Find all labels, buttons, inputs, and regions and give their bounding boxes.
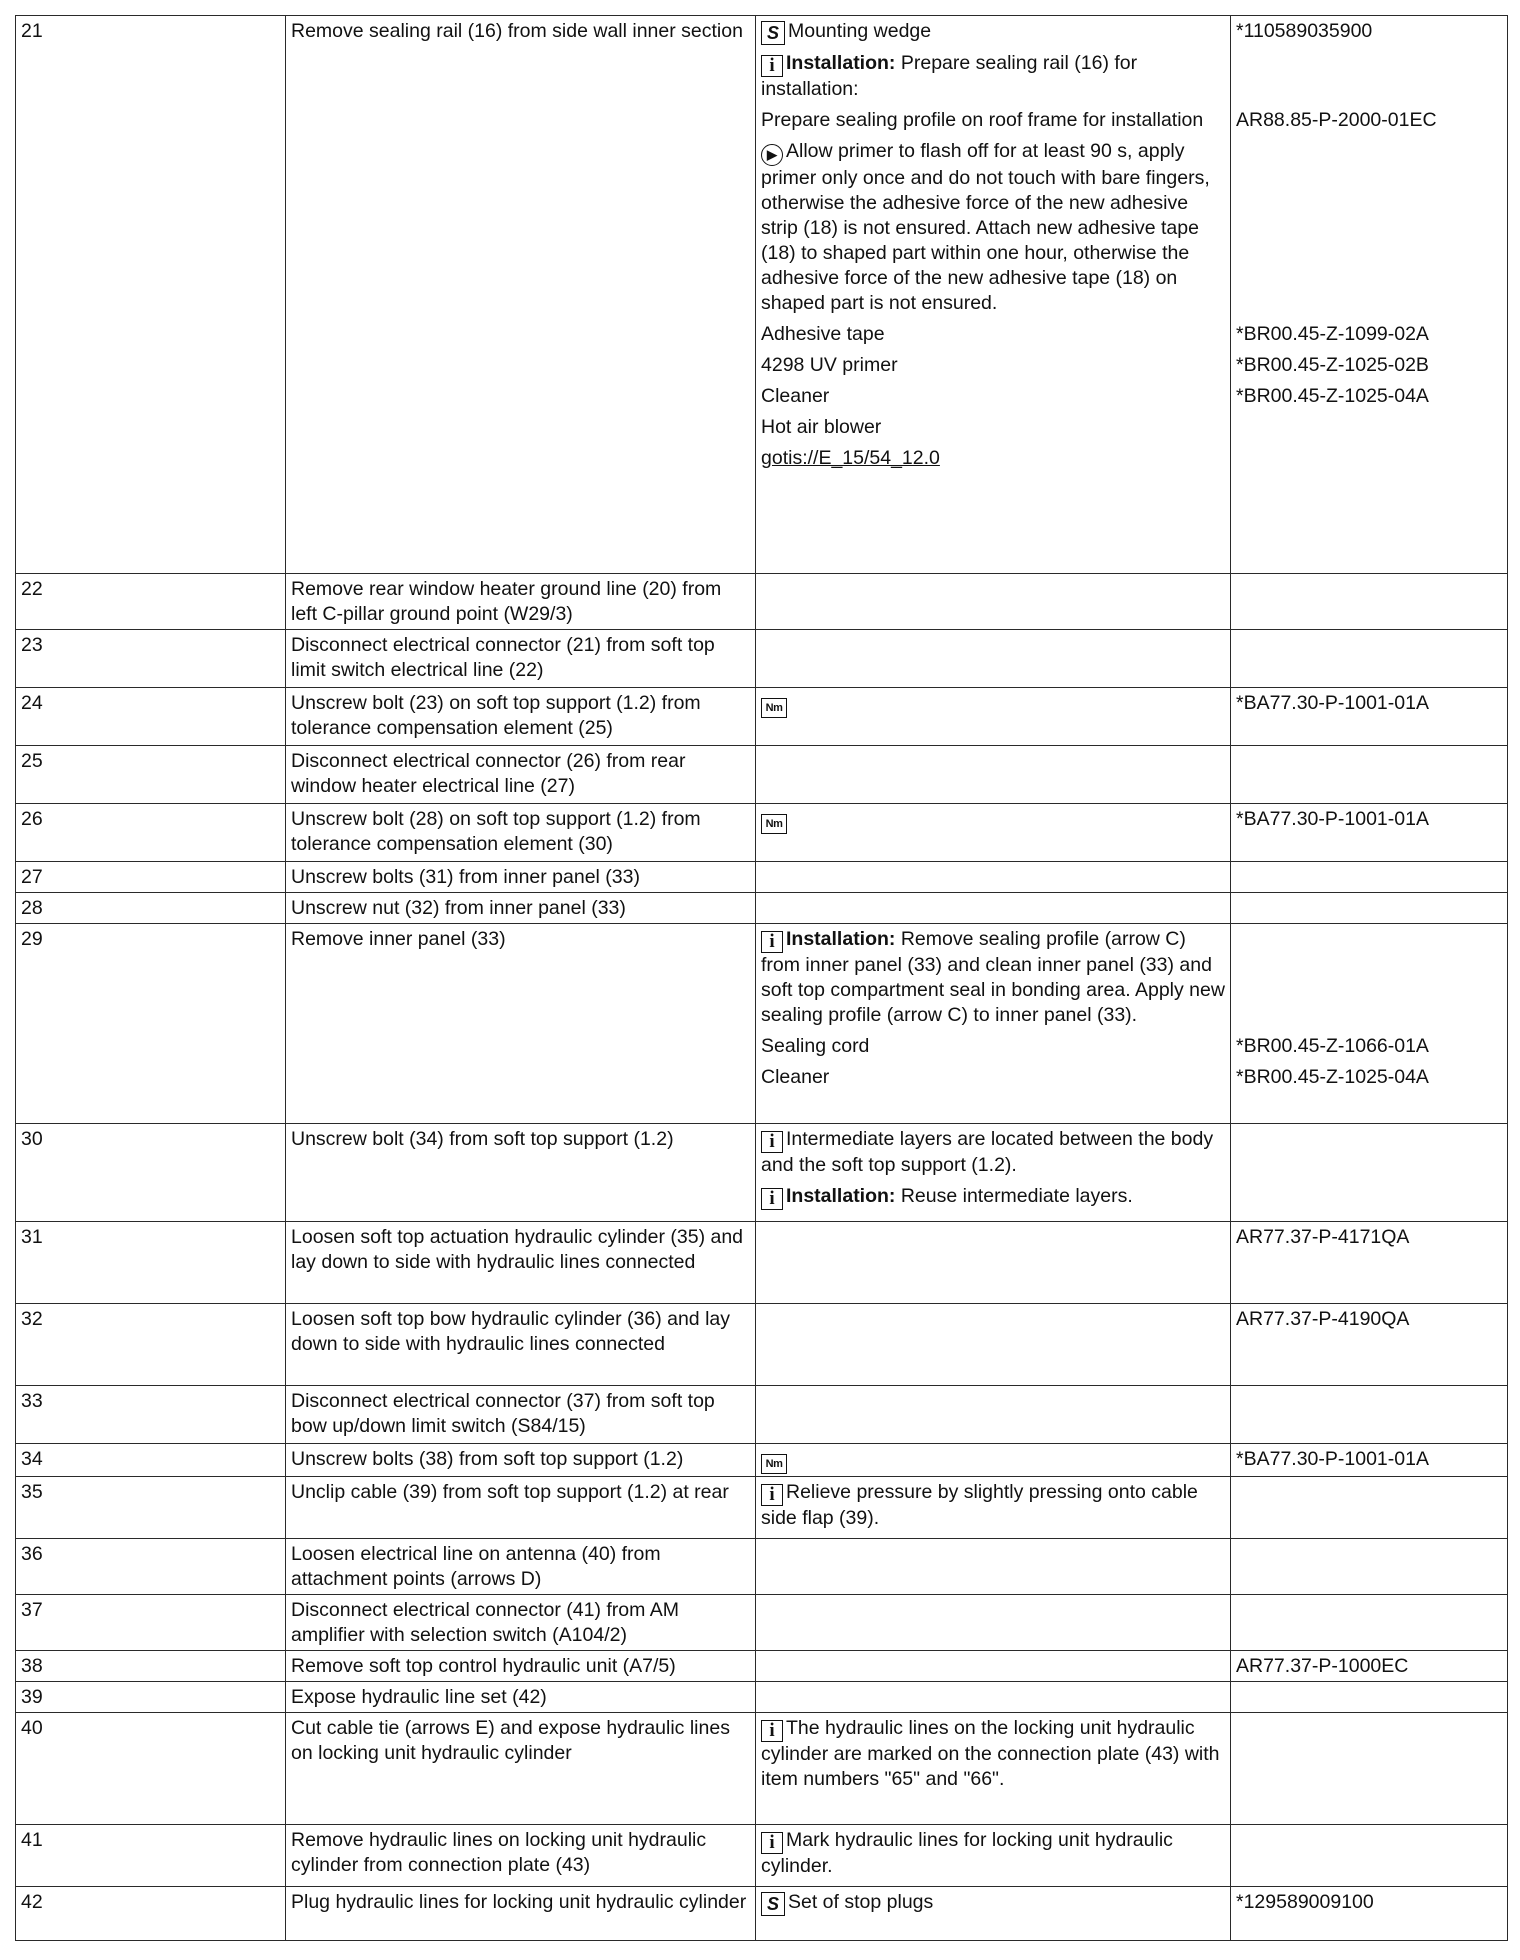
step-number-cell: 35 xyxy=(16,1477,286,1539)
reference-code: *BA77.30-P-1001-01A xyxy=(1236,692,1429,714)
note-block xyxy=(761,1184,1225,1210)
info-icon: i xyxy=(761,1720,783,1742)
notes-cell xyxy=(756,574,1231,630)
reference-block xyxy=(1236,19,1502,45)
procedure-table-body xyxy=(16,16,1508,1941)
operation-cell: Cut cable tie (arrows E) and expose hydraulic lines on locking unit hydraulic cylinder xyxy=(286,1713,756,1825)
reference-block xyxy=(1236,1225,1502,1248)
reference-cell xyxy=(1231,1386,1508,1444)
notes-cell xyxy=(756,804,1231,862)
table-row xyxy=(16,804,1508,862)
notes-cell xyxy=(756,1222,1231,1304)
table-row xyxy=(16,630,1508,688)
reference-block xyxy=(1236,1307,1502,1330)
operation-cell: Remove hydraulic lines on locking unit hydraulic cylinder from connection plate (43) xyxy=(286,1825,756,1887)
notes-cell xyxy=(756,1539,1231,1595)
note-text: Mounting wedge xyxy=(788,20,932,42)
table-row xyxy=(16,1444,1508,1477)
step-number-cell: 41 xyxy=(16,1825,286,1887)
note-text: Set of stop plugs xyxy=(788,1891,934,1913)
table-row xyxy=(16,1222,1508,1304)
reference-block xyxy=(1236,108,1502,133)
note-text: Intermediate layers are located between the body and the soft top support (1.2). xyxy=(761,1128,1214,1176)
note-block xyxy=(761,51,1225,102)
reference-block xyxy=(1236,1184,1502,1210)
note-text: Prepare sealing rail (16) for installation: xyxy=(761,52,1138,100)
step-number-cell: 28 xyxy=(16,893,286,924)
reference-cell xyxy=(1231,1651,1508,1682)
step-number-cell: 21 xyxy=(16,16,286,574)
step-number-cell: 24 xyxy=(16,688,286,746)
notes-cell xyxy=(756,746,1231,804)
notes-cell xyxy=(756,1887,1231,1941)
step-number-cell: 36 xyxy=(16,1539,286,1595)
step-number-cell: 39 xyxy=(16,1682,286,1713)
operation-cell: Unscrew bolts (31) from inner panel (33) xyxy=(286,862,756,893)
step-number-cell: 37 xyxy=(16,1595,286,1651)
reference-cell xyxy=(1231,1595,1508,1651)
reference-block xyxy=(1236,927,1502,1028)
note-block xyxy=(761,927,1225,1028)
notes-cell xyxy=(756,1304,1231,1386)
reference-code: *BA77.30-P-1001-01A xyxy=(1236,1448,1429,1470)
reference-code: AR88.85-P-2000-01EC xyxy=(1236,109,1437,131)
reference-cell xyxy=(1231,16,1508,574)
note-text: Adhesive tape xyxy=(761,323,885,345)
notes-cell xyxy=(756,16,1231,574)
reference-cell xyxy=(1231,1304,1508,1386)
reference-cell xyxy=(1231,1713,1508,1825)
procedure-table xyxy=(15,15,1508,1941)
note-block xyxy=(761,1447,1225,1474)
info-icon: i xyxy=(761,55,783,77)
step-number-cell: 25 xyxy=(16,746,286,804)
table-row xyxy=(16,746,1508,804)
reference-cell xyxy=(1231,804,1508,862)
note-block xyxy=(761,1828,1225,1879)
reference-code: *129589009100 xyxy=(1236,1891,1374,1913)
notes-cell xyxy=(756,1595,1231,1651)
torque-icon: Nm xyxy=(761,814,787,834)
note-text: Cleaner xyxy=(761,1066,830,1088)
reference-block xyxy=(1236,51,1502,102)
note-block xyxy=(761,384,1225,409)
info-icon: i xyxy=(761,1832,783,1854)
table-row xyxy=(16,1713,1508,1825)
operation-cell: Remove rear window heater ground line (20) from left C-pillar ground point (W29/3) xyxy=(286,574,756,630)
reference-cell xyxy=(1231,1222,1508,1304)
notes-cell xyxy=(756,1825,1231,1887)
table-row xyxy=(16,1539,1508,1595)
table-row xyxy=(16,1825,1508,1887)
note-text: Relieve pressure by slightly pressing onto cable side flap (39). xyxy=(761,1481,1198,1529)
table-row xyxy=(16,862,1508,893)
reference-block xyxy=(1236,1716,1502,1792)
operation-cell: Loosen soft top bow hydraulic cylinder (36) and lay down to side with hydraulic lines connected xyxy=(286,1304,756,1386)
reference-cell xyxy=(1231,1887,1508,1941)
reference-block xyxy=(1236,415,1502,440)
operation-cell: Unscrew bolt (34) from soft top support (1.2) xyxy=(286,1124,756,1222)
reference-block xyxy=(1236,446,1502,471)
note-block xyxy=(761,108,1225,133)
step-number-cell: 34 xyxy=(16,1444,286,1477)
note-text: Hot air blower xyxy=(761,416,882,438)
table-row xyxy=(16,1651,1508,1682)
operation-cell: Unscrew bolt (23) on soft top support (1.2) from tolerance compensation element (25) xyxy=(286,688,756,746)
reference-cell xyxy=(1231,1682,1508,1713)
reference-block xyxy=(1236,1447,1502,1474)
operation-cell: Disconnect electrical connector (41) from AM amplifier with selection switch (A104/2) xyxy=(286,1595,756,1651)
note-block xyxy=(761,1065,1225,1090)
note-block xyxy=(761,139,1225,316)
table-row xyxy=(16,16,1508,574)
reference-block xyxy=(1236,1890,1502,1916)
reference-block xyxy=(1236,1034,1502,1059)
operation-cell: Remove sealing rail (16) from side wall inner section xyxy=(286,16,756,574)
note-block xyxy=(761,1480,1225,1531)
operation-cell: Remove inner panel (33) xyxy=(286,924,756,1124)
note-block xyxy=(761,1890,1225,1916)
reference-code: AR77.37-P-4190QA xyxy=(1236,1308,1410,1330)
info-icon: i xyxy=(761,1131,783,1153)
table-row xyxy=(16,1124,1508,1222)
info-icon: i xyxy=(761,1188,783,1210)
table-row xyxy=(16,1595,1508,1651)
note-block xyxy=(761,322,1225,347)
reference-cell xyxy=(1231,1124,1508,1222)
notes-cell xyxy=(756,1386,1231,1444)
step-number-cell: 23 xyxy=(16,630,286,688)
tool-icon: S xyxy=(761,1892,785,1916)
document-link[interactable]: gotis://E_15/54_12.0 xyxy=(761,447,940,469)
note-block xyxy=(761,415,1225,440)
step-number-cell: 29 xyxy=(16,924,286,1124)
reference-code: *110589035900 xyxy=(1236,20,1373,42)
reference-block xyxy=(1236,353,1502,378)
notes-cell xyxy=(756,924,1231,1124)
reference-cell xyxy=(1231,862,1508,893)
torque-icon: Nm xyxy=(761,1454,787,1474)
info-icon: i xyxy=(761,931,783,953)
step-number-cell: 33 xyxy=(16,1386,286,1444)
reference-cell xyxy=(1231,1477,1508,1539)
table-row xyxy=(16,1682,1508,1713)
step-number-cell: 27 xyxy=(16,862,286,893)
notes-cell xyxy=(756,862,1231,893)
notes-cell xyxy=(756,630,1231,688)
torque-icon: Nm xyxy=(761,698,787,718)
installation-label: Installation: xyxy=(786,52,896,74)
operation-cell: Unscrew bolts (38) from soft top support (1.2) xyxy=(286,1444,756,1477)
note-text: Reuse intermediate layers. xyxy=(900,1185,1133,1207)
table-row xyxy=(16,924,1508,1124)
reference-cell xyxy=(1231,1825,1508,1887)
note-text: Allow primer to flash off for at least 90 s, apply primer only once and do not touch with bare fingers, otherwise the adhesive force of the new adhesive strip (18) is not ensured. Attach new adhesive tape (18) to shaped part within one hour, otherwise the adhesive force of the new adhesive tape (18) on shaped part is not ensured. xyxy=(761,140,1210,314)
notes-cell xyxy=(756,1124,1231,1222)
operation-cell: Expose hydraulic line set (42) xyxy=(286,1682,756,1713)
note-block xyxy=(761,691,1225,718)
reference-code: *BR00.45-Z-1066-01A xyxy=(1236,1035,1429,1057)
notes-cell xyxy=(756,1713,1231,1825)
reference-cell xyxy=(1231,630,1508,688)
reference-cell xyxy=(1231,688,1508,746)
installation-label: Installation: xyxy=(786,1185,896,1207)
notes-cell xyxy=(756,688,1231,746)
table-row xyxy=(16,1887,1508,1941)
reference-block xyxy=(1236,384,1502,409)
notes-cell xyxy=(756,1477,1231,1539)
note-text: Sealing cord xyxy=(761,1035,870,1057)
table-row xyxy=(16,893,1508,924)
reference-code: *BR00.45-Z-1025-04A xyxy=(1236,385,1429,407)
operation-cell: Plug hydraulic lines for locking unit hydraulic cylinder xyxy=(286,1887,756,1941)
table-row xyxy=(16,688,1508,746)
step-number-cell: 42 xyxy=(16,1887,286,1941)
table-row xyxy=(16,1477,1508,1539)
operation-cell: Loosen electrical line on antenna (40) from attachment points (arrows D) xyxy=(286,1539,756,1595)
note-text: Cleaner xyxy=(761,385,830,407)
operation-cell: Unclip cable (39) from soft top support (1.2) at rear xyxy=(286,1477,756,1539)
reference-block xyxy=(1236,1828,1502,1879)
note-block xyxy=(761,1716,1225,1792)
note-text: The hydraulic lines on the locking unit hydraulic cylinder are marked on the connection plate (43) with item numbers "65" and "66". xyxy=(761,1717,1220,1790)
operation-cell: Disconnect electrical connector (26) from rear window heater electrical line (27) xyxy=(286,746,756,804)
step-number-cell: 31 xyxy=(16,1222,286,1304)
step-number-cell: 38 xyxy=(16,1651,286,1682)
reference-cell xyxy=(1231,574,1508,630)
note-text: Mark hydraulic lines for locking unit hydraulic cylinder. xyxy=(761,1829,1173,1877)
table-row xyxy=(16,1386,1508,1444)
operation-cell: Remove soft top control hydraulic unit (A7/5) xyxy=(286,1651,756,1682)
reference-code: *BA77.30-P-1001-01A xyxy=(1236,808,1429,830)
notes-cell xyxy=(756,893,1231,924)
reference-cell xyxy=(1231,1444,1508,1477)
note-text: 4298 UV primer xyxy=(761,354,898,376)
reference-code: AR77.37-P-4171QA xyxy=(1236,1226,1410,1248)
note-text: Prepare sealing profile on roof frame for installation xyxy=(761,109,1204,131)
reference-cell xyxy=(1231,924,1508,1124)
step-number-cell: 32 xyxy=(16,1304,286,1386)
table-row xyxy=(16,574,1508,630)
reference-cell xyxy=(1231,893,1508,924)
installation-label: Installation: xyxy=(786,928,896,950)
operation-cell: Unscrew nut (32) from inner panel (33) xyxy=(286,893,756,924)
reference-block xyxy=(1236,1065,1502,1090)
note-block xyxy=(761,446,1225,471)
reference-block xyxy=(1236,807,1502,834)
notes-cell xyxy=(756,1444,1231,1477)
reference-cell xyxy=(1231,1539,1508,1595)
step-number-cell: 26 xyxy=(16,804,286,862)
reference-block xyxy=(1236,1127,1502,1178)
reference-code: *BR00.45-Z-1025-02B xyxy=(1236,354,1429,376)
table-row xyxy=(16,1304,1508,1386)
tool-icon: S xyxy=(761,21,785,45)
reference-code: AR77.37-P-1000EC xyxy=(1236,1655,1409,1677)
step-number-cell: 22 xyxy=(16,574,286,630)
reference-block xyxy=(1236,322,1502,347)
operation-cell: Loosen soft top actuation hydraulic cylinder (35) and lay down to side with hydraulic lines connected xyxy=(286,1222,756,1304)
operation-cell: Disconnect electrical connector (37) from soft top bow up/down limit switch (S84/15) xyxy=(286,1386,756,1444)
reference-block xyxy=(1236,1480,1502,1531)
info-icon: i xyxy=(761,1484,783,1506)
note-block xyxy=(761,807,1225,834)
reference-block xyxy=(1236,139,1502,316)
note-text: Remove sealing profile (arrow C) from inner panel (33) and clean inner panel (33) and soft top compartment seal in bonding area. Apply new sealing profile (arrow C) to inner panel (33). xyxy=(761,928,1225,1026)
step-number-cell: 40 xyxy=(16,1713,286,1825)
note-block xyxy=(761,1127,1225,1178)
notes-cell xyxy=(756,1651,1231,1682)
reference-block xyxy=(1236,1654,1502,1677)
note-block xyxy=(761,353,1225,378)
note-block xyxy=(761,1034,1225,1059)
reference-block xyxy=(1236,691,1502,718)
operation-cell: Unscrew bolt (28) on soft top support (1.2) from tolerance compensation element (30) xyxy=(286,804,756,862)
reference-code: *BR00.45-Z-1099-02A xyxy=(1236,323,1429,345)
notes-cell xyxy=(756,1682,1231,1713)
reference-code: *BR00.45-Z-1025-04A xyxy=(1236,1066,1429,1088)
note-block xyxy=(761,19,1225,45)
step-number-cell: 30 xyxy=(16,1124,286,1222)
reference-cell xyxy=(1231,746,1508,804)
clock-icon: ▶ xyxy=(761,144,783,166)
operation-cell: Disconnect electrical connector (21) from soft top limit switch electrical line (22) xyxy=(286,630,756,688)
